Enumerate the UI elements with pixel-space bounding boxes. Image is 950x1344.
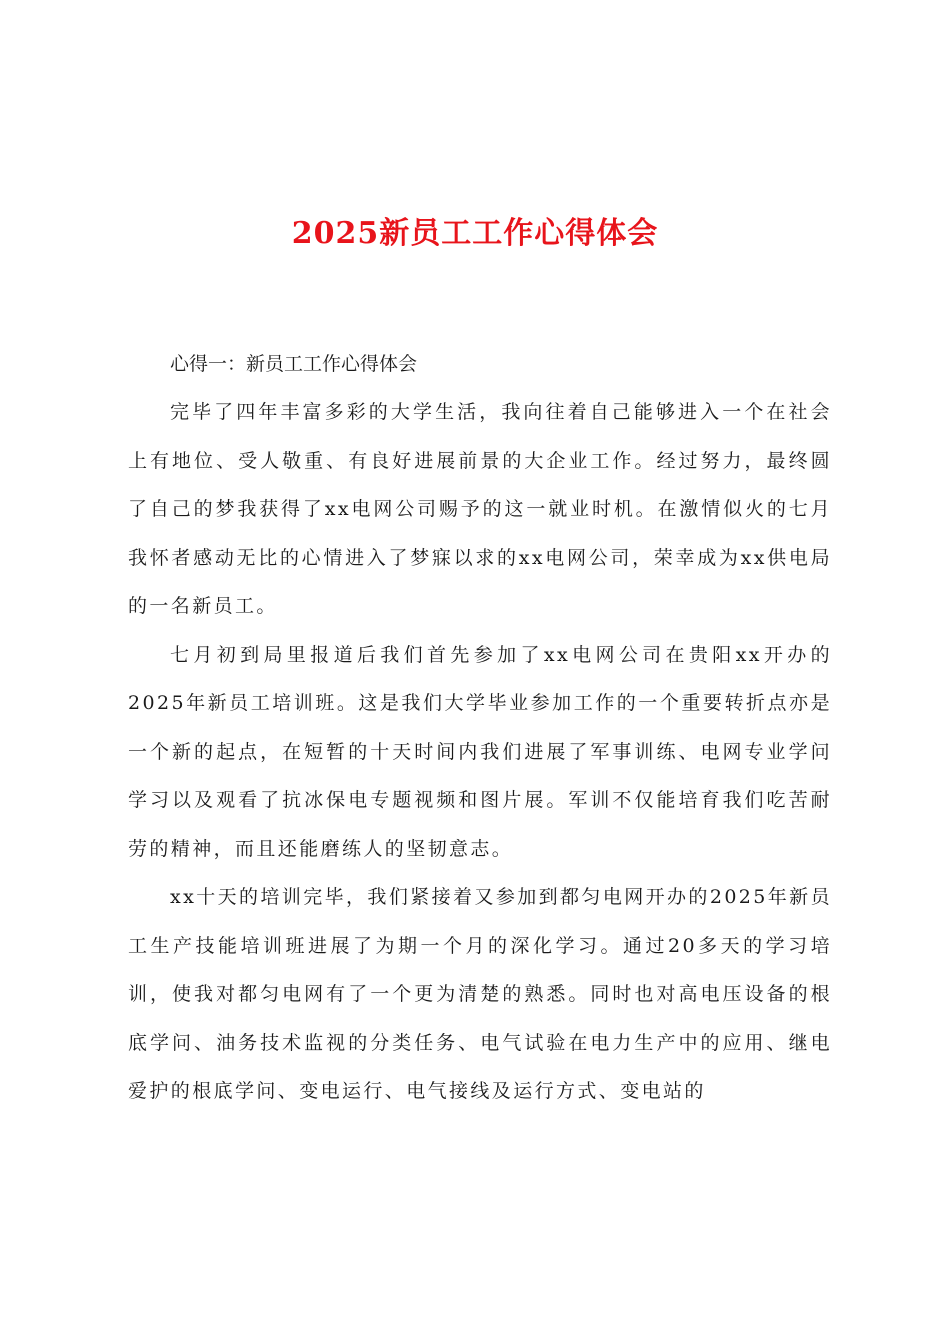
paragraph-2: 七月初到局里报道后我们首先参加了xx电网公司在贵阳xx开办的2025年新员工培训班。这是我们大学毕业参加工作的一个重要转折点亦是一个新的起点，在短暂的十天时间内我们进展了军事训练、电网专业学问学习以及观看了抗冰保电专题视频和图片展。军训不仅能培育我们吃苦耐劳的精神，而且还能磨练人的坚韧意志。 [128, 643, 832, 860]
paragraph-3: xx十天的培训完毕，我们紧接着又参加到都匀电网开办的2025年新员工生产技能培训班进展了为期一个月的深化学习。通过20多天的学习培训，使我对都匀电网有了一个更为清楚的熟悉。同时也对高电压设备的根底学问、油务技术监视的分类任务、电气试验在电力生产中的应用、继电爱护的根底学问、变电运行、电气接线及运行方式、变电站的 [128, 886, 832, 1102]
section-heading: 心得一：新员工工作心得体会 [170, 353, 418, 375]
document-title: 2025新员工工作心得体会 [291, 216, 659, 251]
document-body [128, 340, 832, 1116]
paragraph-1: 完毕了四年丰富多彩的大学生活，我向往着自己能够进入一个在社会上有地位、受人敬重、有良好进展前景的大企业工作。经过努力，最终圆了自己的梦我获得了xx电网公司赐予的这一就业时机。在激情似火的七月我怀者感动无比的心情进入了梦寐以求的xx电网公司，荣幸成为xx供电局的一名新员工。 [128, 401, 832, 617]
